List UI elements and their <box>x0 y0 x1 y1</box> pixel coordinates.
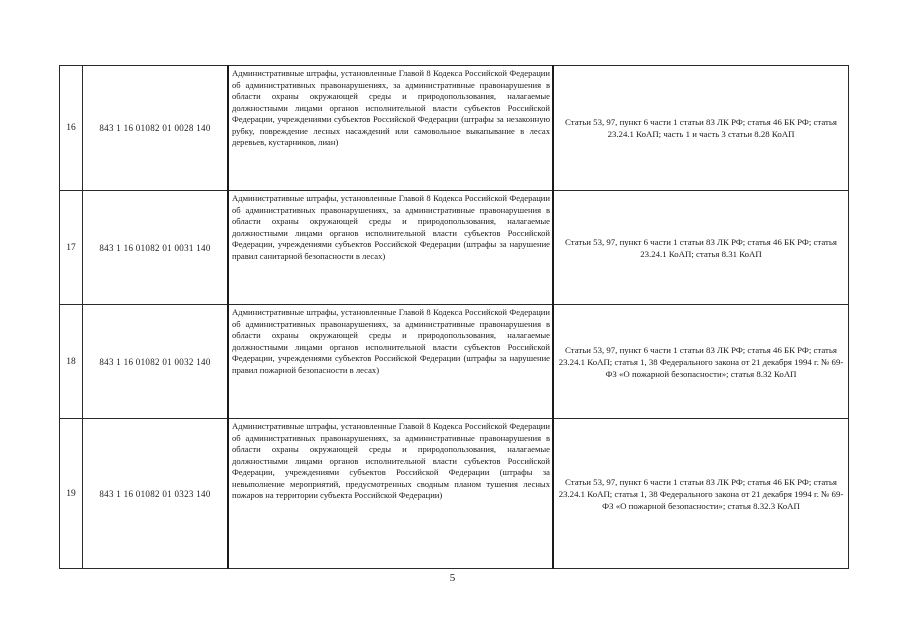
legal-basis: Статьи 53, 97, пункт 6 части 1 статьи 83 ЛК РФ; статья 46 БК РФ; статья 23.24.1 КоАП; статья 1, 38 Федерального закона от 21 декабря 1994 г. № 69-ФЗ «О пожарной безопасности»; статья 8.32.3 КоАП <box>553 419 849 569</box>
legal-basis: Статьи 53, 97, пункт 6 части 1 статьи 83 ЛК РФ; статья 46 БК РФ; статья 23.24.1 КоАП; часть 1 и часть 3 статьи 8.28 КоАП <box>553 66 849 191</box>
fine-description: Административные штрафы, установленные Главой 8 Кодекса Российской Федерации об административных правонарушениях, за административные правонарушения в области охраны окружающей среды и природопользования, налагаемые должностными лицами органов исполнительной власти субъектов Российской Федерации, учреждениями субъектов Российской Федерации (штрафы за невыполнение мероприятий, предусмотренных сводным планом тушения лесных пожаров на территории субъекта Российской Федерации) <box>228 419 553 569</box>
table-row <box>60 191 849 305</box>
fines-table <box>59 65 849 569</box>
budget-classification-code: 843 1 16 01082 01 0032 140 <box>83 305 229 419</box>
budget-classification-code: 843 1 16 01082 01 0323 140 <box>83 419 229 569</box>
row-number: 16 <box>60 66 83 191</box>
legal-basis: Статьи 53, 97, пункт 6 части 1 статьи 83 ЛК РФ; статья 46 БК РФ; статья 23.24.1 КоАП; статья 8.31 КоАП <box>553 191 849 305</box>
page-number: 5 <box>449 572 456 584</box>
fine-description: Административные штрафы, установленные Главой 8 Кодекса Российской Федерации об административных правонарушениях, за административные правонарушения в области охраны окружающей среды и природопользования, налагаемые должностными лицами органов исполнительной власти субъектов Российской Федерации, учреждениями субъектов Российской Федерации (штрафы за незаконную рубку, повреждение лесных насаждений или самовольное выкапывание в лесах деревьев, кустарников, лиан) <box>228 66 553 191</box>
budget-classification-code: 843 1 16 01082 01 0028 140 <box>83 66 229 191</box>
table-row <box>60 305 849 419</box>
legal-basis: Статьи 53, 97, пункт 6 части 1 статьи 83 ЛК РФ; статья 46 БК РФ; статья 23.24.1 КоАП; статья 1, 38 Федерального закона от 21 декабря 1994 г. № 69-ФЗ «О пожарной безопасности»; статья 8.32 КоАП <box>553 305 849 419</box>
row-number: 18 <box>60 305 83 419</box>
fine-description: Административные штрафы, установленные Главой 8 Кодекса Российской Федерации об административных правонарушениях, за административные правонарушения в области охраны окружающей среды и природопользования, налагаемые должностными лицами органов исполнительной власти субъектов Российской Федерации, учреждениями субъектов Российской Федерации (штрафы за нарушение правил санитарной безопасности в лесах) <box>228 191 553 305</box>
table-row <box>60 419 849 569</box>
row-number: 17 <box>60 191 83 305</box>
table-row <box>60 66 849 191</box>
budget-classification-code: 843 1 16 01082 01 0031 140 <box>83 191 229 305</box>
fine-description: Административные штрафы, установленные Главой 8 Кодекса Российской Федерации об административных правонарушениях, за административные правонарушения в области охраны окружающей среды и природопользования, налагаемые должностными лицами органов исполнительной власти субъектов Российской Федерации, учреждениями субъектов Российской Федерации (штрафы за нарушение правил пожарной безопасности в лесах) <box>228 305 553 419</box>
row-number: 19 <box>60 419 83 569</box>
